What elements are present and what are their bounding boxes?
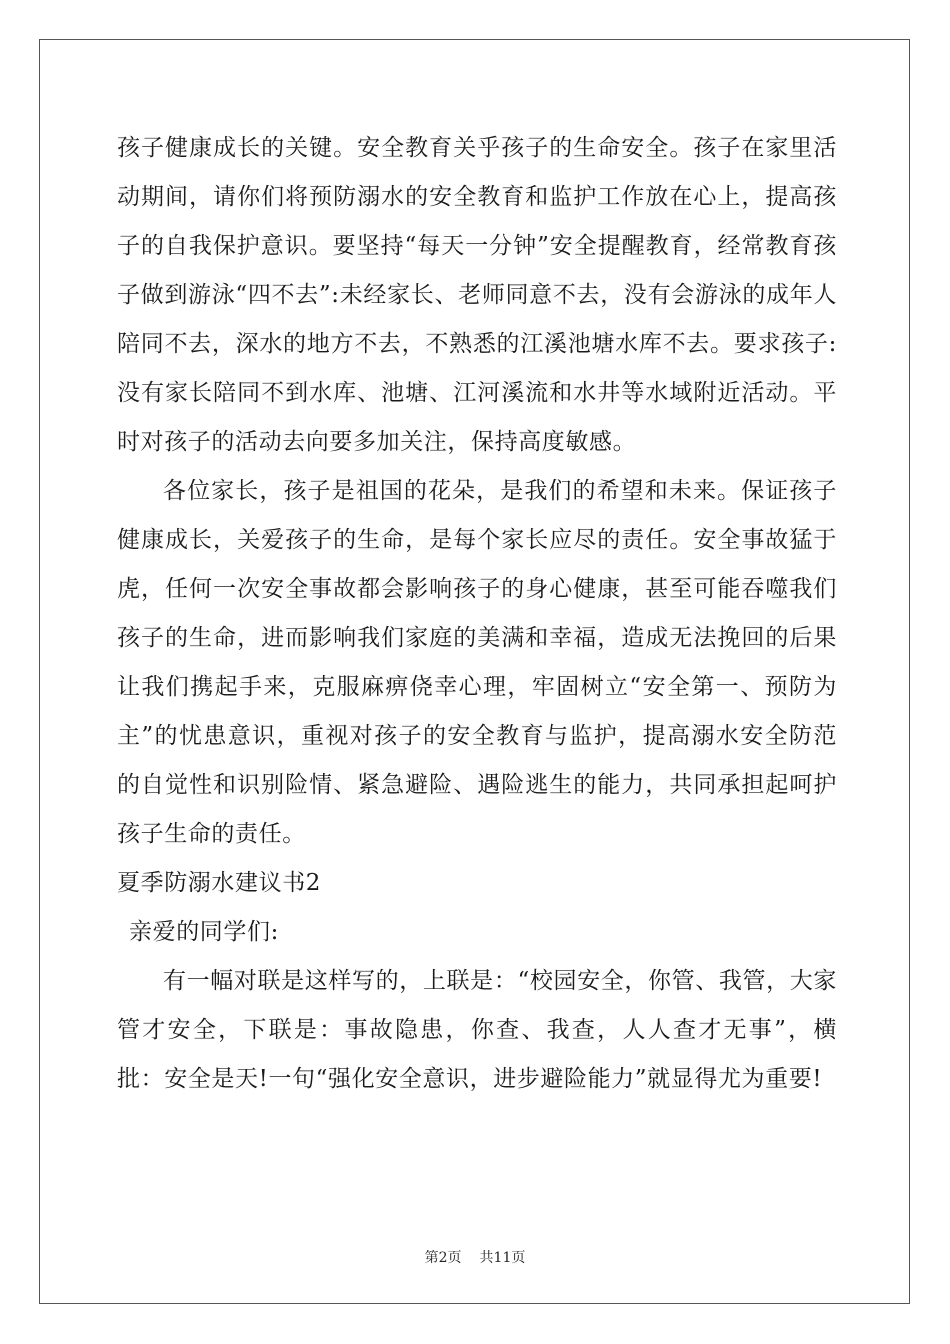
paragraph-continued: 孩子健康成长的关键。安全教育关乎孩子的生命安全。孩子在家里活动期间，请你们将预防溺水的安全教育和监护工作放在心上，提高孩子的自我保护意识。要坚持“每天一分钟”安全提醒教育，经常教育孩子做到游泳“四不去”:未经家长、老师同意不去，没有会游泳的成年人陪同不去，深水的地方不去，不熟悉的江溪池塘水库不去。要求孩子:没有家长陪同不到水库、池塘、江河溪流和水井等水域附近活动。平时对孩子的活动去向要多加关注，保持高度敏感。 [117,135,837,455]
salutation: 亲爱的同学们: [129,919,279,945]
paragraph-couplet: 有一幅对联是这样写的，上联是：“校园安全，你管、我管，大家管才安全，下联是：事故隐患，你查、我查，人人查才无事”，横批：安全是天!一句“强化安全意识，进步避险能力”就显得尤为重要! [117,968,837,1092]
section-title: 夏季防溺水建议书2 [117,870,322,896]
paragraph-parents-appeal: 各位家长，孩子是祖国的花朵，是我们的希望和未来。保证孩子健康成长，关爱孩子的生命，是每个家长应尽的责任。安全事故猛于虎，任何一次安全事故都会影响孩子的身心健康，甚至可能吞噬我们孩子的生命，进而影响我们家庭的美满和幸福，造成无法挽回的后果让我们携起手来，克服麻痹侥幸心理，牢固树立“安全第一、预防为主”的忧患意识，重视对孩子的安全教育与监护，提高溺水安全防范的自觉性和识别险情、紧急避险、遇险逃生的能力，共同承担起呵护孩子生命的责任。 [117,478,837,847]
page-total: 共11页 [479,1250,526,1266]
document-body [117,124,837,1104]
page-number: 第2页 [424,1250,462,1266]
page-footer [0,1247,950,1267]
